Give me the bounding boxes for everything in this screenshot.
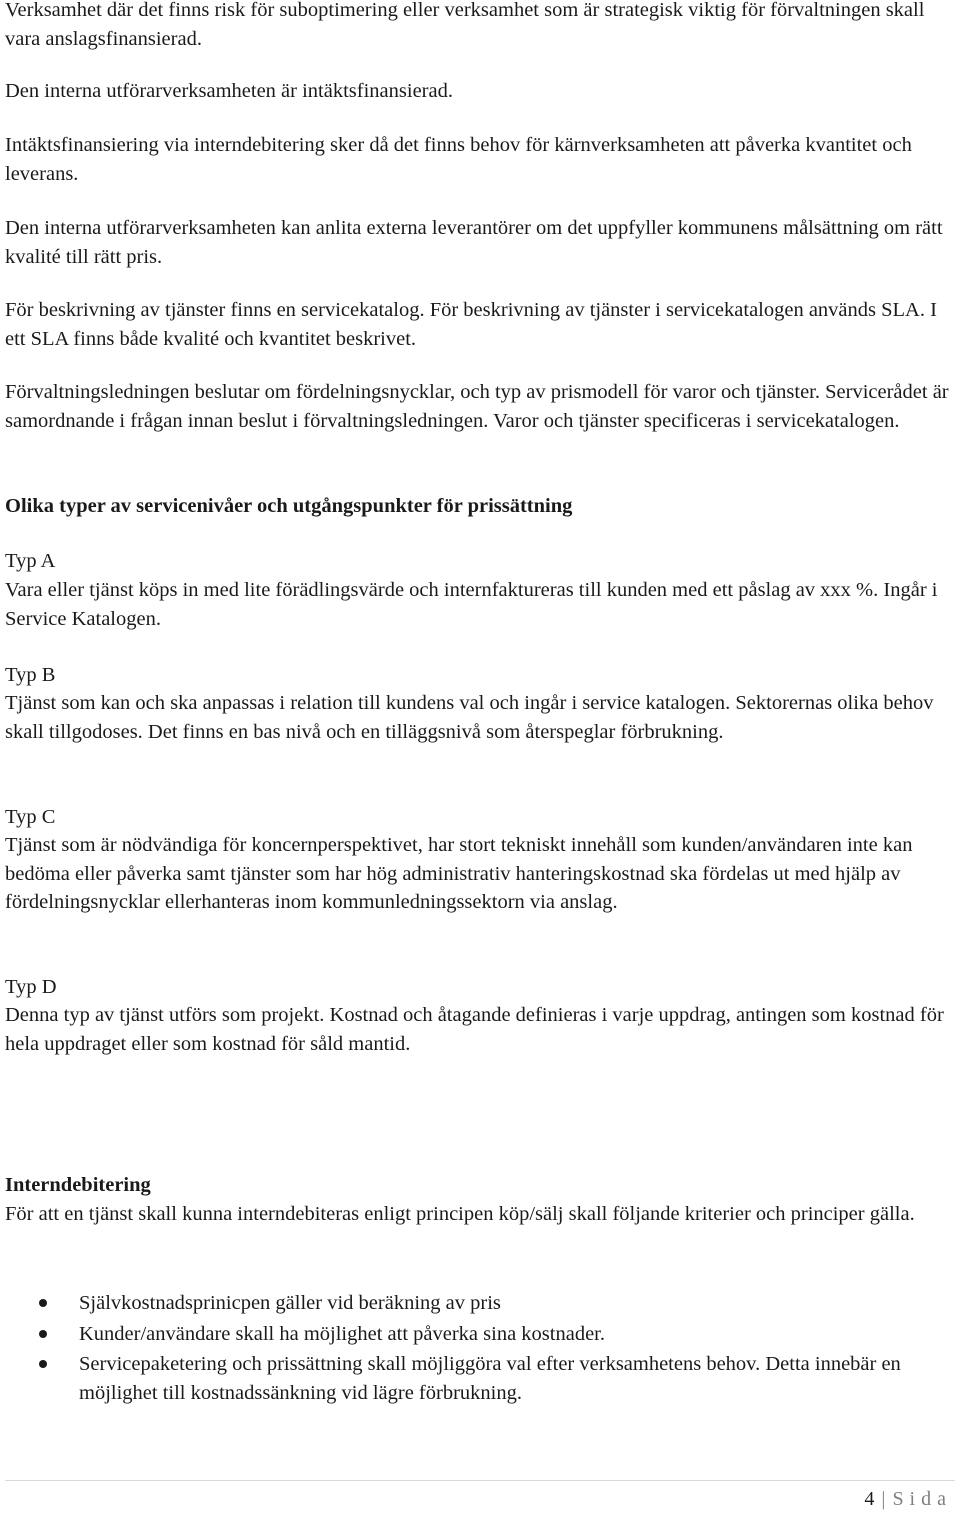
paragraph-financing-rule: Verksamhet där det finns risk för suboptimering eller verksamhet som är strategisk viktig för förvaltningen skall vara anslagsfinansierad.	[5, 0, 925, 50]
type-b-text: Tjänst som kan och ska anpassas i relation till kundens val och ingår i service katalogen. Sektorernas olika behov skall tillgodoses. Det finns en bas nivå och en tilläggsnivå som återspeglar förbrukning.	[5, 692, 934, 743]
footer-separator: |	[881, 1488, 886, 1510]
paragraph-management-decisions: Förvaltningsledningen beslutar om fördelningsnycklar, och typ av prismodell för varor och tjänster. Servicerådet är samordnande i frågan innan beslut i förvaltningsledningen. Varor och tjänster specificeras i servicekatalogen.	[5, 381, 949, 432]
bullet-icon	[39, 1360, 47, 1368]
footer-divider	[5, 1480, 955, 1481]
list-item-text: Servicepaketering och prissättning skall möjliggöra val efter verksamhetens behov. Detta innebär en möjlighet till kostnadssänkning vid lägre förbrukning.	[79, 1353, 901, 1404]
bullet-icon	[39, 1330, 47, 1338]
criteria-list	[0, 1289, 950, 1407]
section-heading-service-levels: Olika typer av servicenivåer och utgångspunkter för prissättning	[5, 495, 573, 517]
type-c-text: Tjänst som är nödvändiga för koncernperspektivet, har stort tekniskt innehåll som kunden/användaren inte kan bedöma eller påverka samt tjänster som har hög administrativ hanteringskostnad ska fördelas ut med hjälp av fördelningsnycklar ellerhanteras inom kommunledningssektorn via anslag.	[5, 834, 913, 913]
paragraph-internal-funding: Den interna utförarverksamheten är intäktsfinansierad.	[5, 80, 453, 102]
type-a-label: Typ A	[5, 550, 56, 572]
paragraph-service-catalog: För beskrivning av tjänster finns en servicekatalog. För beskrivning av tjänster i servicekatalogen används SLA. I ett SLA finns både kvalité och kvantitet beskrivet.	[5, 299, 937, 350]
type-b-label: Typ B	[5, 664, 56, 686]
type-c-label: Typ C	[5, 806, 56, 828]
bullet-icon	[39, 1299, 47, 1307]
section-heading-interndebitering: Interndebitering	[5, 1174, 151, 1196]
list-item	[0, 1289, 950, 1318]
interndebitering-intro: För att en tjänst skall kunna interndebiteras enligt principen köp/sälj skall följande kriterier och principer gälla.	[5, 1203, 915, 1225]
page-label: Sida	[892, 1488, 952, 1510]
list-item-text: Självkostnadsprinicpen gäller vid beräkning av pris	[79, 1292, 501, 1314]
page-footer	[864, 1485, 952, 1513]
list-item-text: Kunder/användare skall ha möjlighet att påverka sina kostnader.	[79, 1322, 605, 1345]
paragraph-external-suppliers: Den interna utförarverksamheten kan anlita externa leverantörer om det uppfyller kommunens målsättning om rätt kvalité till rätt pris.	[5, 217, 943, 268]
page-number: 4	[864, 1488, 875, 1510]
type-d-label: Typ D	[5, 976, 57, 998]
list-item	[0, 1350, 950, 1407]
type-d-text: Denna typ av tjänst utförs som projekt. Kostnad och åtagande definieras i varje uppdrag, antingen som kostnad för hela uppdraget eller som kostnad för såld mantid.	[5, 1004, 944, 1055]
type-a-text: Vara eller tjänst köps in med lite förädlingsvärde och internfaktureras till kunden med ett påslag av xxx %. Ingår i Service Katalogen.	[5, 579, 938, 630]
paragraph-income-financing: Intäktsfinansiering via interndebitering sker då det finns behov för kärnverksamheten att påverka kvantitet och leverans.	[5, 134, 912, 185]
list-item	[0, 1320, 950, 1349]
